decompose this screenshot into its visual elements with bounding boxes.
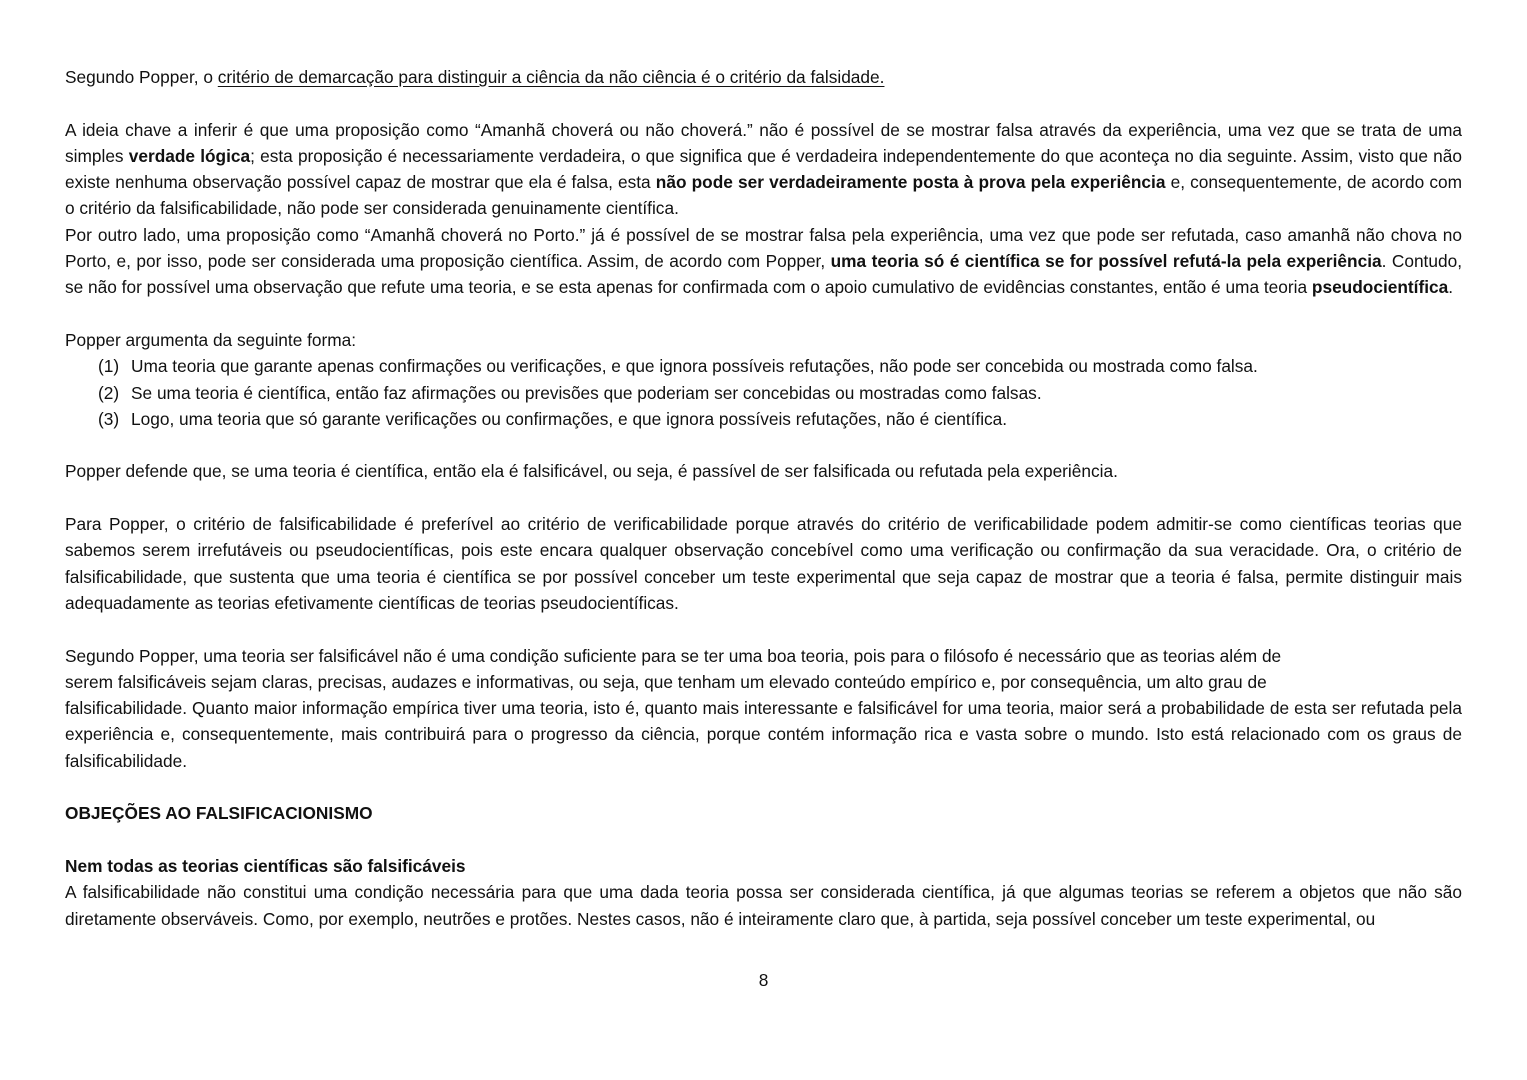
paragraph-demarcation: Segundo Popper, o critério de demarcação para distinguir a ciência da não ciência é o critério da falsidade. <box>65 67 885 87</box>
paragraph-scientific-proposition: Por outro lado, uma proposição como “Amanhã choverá no Porto.” já é possível de se mostrar falsa pela experiência, uma vez que pode ser refutada, caso amanhã não chova no Porto, e, por isso, pode ser considerada uma proposição científica. Assim, de acordo com Popper, uma teoria só é científica se for possível refutá-la pela experiência. Contudo, se não for possível uma observação que refute uma teoria, e se esta apenas for confirmada com o apoio cumulativo de evidências constantes, então é uma teoria pseudocientífica. <box>65 224 1462 298</box>
bold-term-pseudocientifica: pseudocientífica <box>1311 277 1449 298</box>
list-number: (2) <box>98 382 120 403</box>
paragraph-objection: A falsificabilidade não constitui uma condição necessária para que uma dada teoria possa ser considerada científica, já que algumas teorias se referem a objetos que não são diretamente observáveis. Como, por exemplo, neutrões e protões. Nestes casos, não é inteiramente claro que, à partida, seja possível conceber um teste experimental, ou <box>65 882 1462 929</box>
paragraph-good-theory-line2: serem falsificáveis sejam claras, precisas, audazes e informativas, ou seja, que tenham um elevado conteúdo empírico e, por consequência, um alto grau de <box>65 671 1267 692</box>
bold-phrase-prova: não pode ser verdadeiramente posta à prova pela experiência <box>655 172 1166 193</box>
argument-intro: Popper argumenta da seguinte forma: <box>65 329 357 350</box>
page-content <box>65 64 1462 932</box>
list-number: (1) <box>98 356 120 377</box>
list-item: (1) Uma teoria que garante apenas confirmações ou verificações, e que ignora possíveis refutações, não pode ser concebida ou mostrada como falsa. <box>65 353 1462 379</box>
page-number: 8 <box>758 970 769 990</box>
paragraph-good-theory-rest: falsificabilidade. Quanto maior informação empírica tiver uma teoria, isto é, quanto mais interessante e falsificável for uma teoria, maior será a probabilidade de esta ser refutada pela experiência e, consequentemente, mais contribuirá para o progresso da ciência, porque contém informação rica e vasta sobre o mundo. Isto está relacionado com os graus de falsificabilidade. <box>65 698 1462 771</box>
paragraph-falsifiable: Popper defende que, se uma teoria é científica, então ela é falsificável, ou seja, é passível de ser falsificada ou refutada pela experiência. <box>65 461 1118 482</box>
list-item: (2) Se uma teoria é científica, então faz afirmações ou previsões que poderiam ser concebidas ou mostradas como falsas. <box>65 380 1462 406</box>
paragraph-good-theory-line1: Segundo Popper, uma teoria ser falsificável não é uma condição suficiente para se ter uma boa teoria, pois para o filósofo é necessário que as teorias além de <box>65 645 1282 666</box>
paragraph-logical-truth: A ideia chave a inferir é que uma proposição como “Amanhã choverá ou não choverá.” não é possível de se mostrar falsa através da experiência, uma vez que se trata de uma simples verdade lógica; esta proposição é necessariamente verdadeira, o que significa que é verdadeira independentemente do que aconteça no dia seguinte. Assim, visto que não existe nenhuma observação possível capaz de mostrar que ela é falsa, esta não pode ser verdadeiramente posta à prova pela experiência e, consequentemente, de acordo com o critério da falsificabilidade, não pode ser considerada genuinamente científica. <box>65 119 1462 219</box>
argument-list <box>65 353 1462 432</box>
bold-term-verdade-logica: verdade lógica <box>128 145 251 166</box>
bold-phrase-teoria-cientifica: uma teoria só é científica se for possível refutá-la pela experiência <box>830 251 1382 272</box>
paragraph-verifiability: Para Popper, o critério de falsificabilidade é preferível ao critério de verificabilidade porque através do critério de verificabilidade podem admitir-se como científicas teorias que sabemos serem irrefutáveis ou pseudocientíficas, pois este encara qualquer observação concebível como uma verificação ou confirmação da sua veracidade. Ora, o critério de falsificabilidade, que sustenta que uma teoria é científica se por possível conceber um teste experimental que seja capaz de mostrar que a teoria é falsa, permite distinguir mais adequadamente as teorias efetivamente científicas de teorias pseudocientíficas. <box>65 514 1462 613</box>
list-item: (3) Logo, uma teoria que só garante verificações ou confirmações, e que ignora possíveis refutações, não é científica. <box>65 406 1462 432</box>
subheading: Nem todas as teorias científicas são falsificáveis <box>65 855 466 876</box>
section-heading: OBJEÇÕES AO FALSIFICACIONISMO <box>65 803 373 824</box>
underlined-criterion: critério de demarcação para distinguir a ciência da não ciência é o critério da falsidade. <box>217 67 885 87</box>
list-number: (3) <box>98 408 120 429</box>
